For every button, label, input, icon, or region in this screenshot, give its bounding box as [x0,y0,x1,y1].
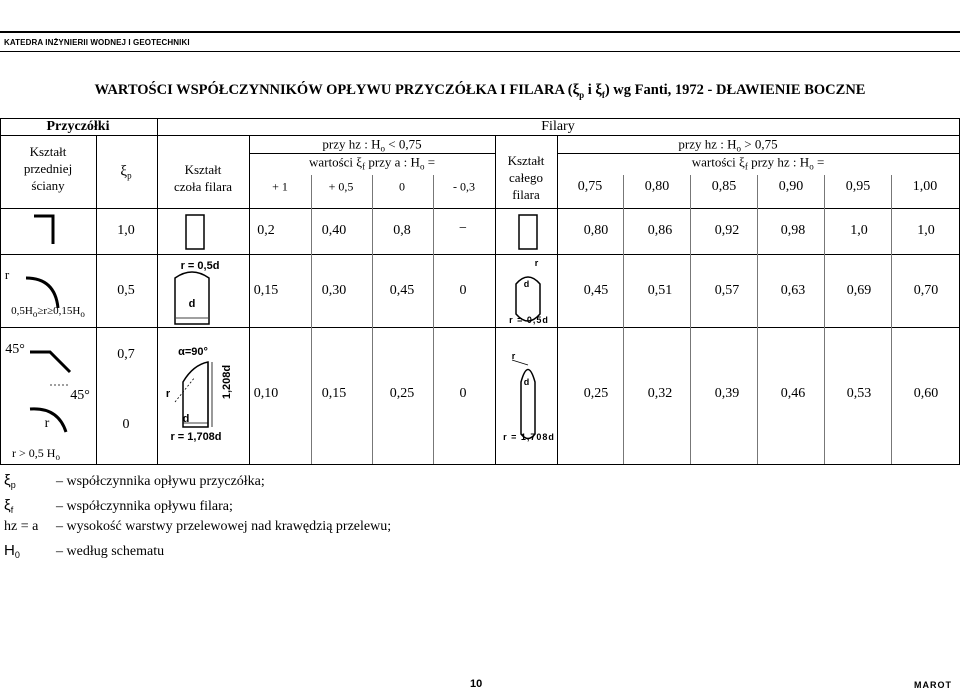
row3-angle-2: 45° [70,388,90,403]
header-pier-shape-1: Kształt [507,153,545,168]
row1-high-1: 0,80 [583,223,609,238]
row3-low-3: 0,25 [389,386,415,401]
header-rule-bottom [0,51,960,52]
diag-1208d: 1,208d [221,364,233,400]
header-vals-high: wartości $\xi_f$ przy hz : $H_o$ = [691,154,825,172]
row3-cond: r > 0,5 $H_o$ [12,446,60,462]
diag-r05d: r = 0,5d [180,260,220,272]
header-vals-low: wartości $\xi_f$ przy a : $H_o$ = [308,154,436,172]
row3-low-1: 0,10 [253,386,279,401]
row3-xi-p-2: 0 [122,417,130,432]
diag-d-ogival: d [523,377,531,387]
row1-low-2: 0,40 [321,223,347,238]
row2-low-4: 0 [459,283,467,298]
row3-r: r [44,416,50,431]
row1-diagrams [0,208,960,254]
diag-d: d [188,298,196,310]
table-top-border [0,118,960,119]
square-pier-icon [519,215,537,249]
header-wall-shape-1: Kształt [29,144,67,159]
low-col-1: + 1 [272,179,288,194]
row2-wall-cond: $0,5H_o\ge r\ge 0,15H_o$ [11,305,85,319]
row3-low-2: 0,15 [321,386,347,401]
row3-high-6: 0,60 [913,386,939,401]
header-head-shape-1: Kształt [184,162,222,177]
row1-xi-p: 1,0 [117,223,135,238]
row1-high-3: 0,92 [714,223,740,238]
department-name: KATEDRA INŻYNIERII WODNEJ I GEOTECHNIKI [4,38,190,47]
page-number: 10 [470,678,483,690]
diag-r-pier: r [534,258,540,268]
row3-high-1: 0,25 [583,386,609,401]
row2-high-2: 0,51 [647,283,673,298]
header-xi-p: $\xi_p$ [120,163,132,181]
diag-r1708d: r = 1,708d [170,431,222,443]
header-pier-shape-3: filara [512,187,540,202]
diag-r-head: r [165,388,171,400]
row1-low-4: − [459,221,467,236]
author-mark: MAROT [914,680,952,690]
row3-angle: 45° [5,342,25,357]
legend-item-hz: hz = a – wysokość warstwy przelewowej nad krawędzią przelewu; [4,519,392,534]
row2-high-5: 0,69 [846,283,872,298]
header-wall-shape-3: ściany [31,178,65,193]
header-rule [0,31,960,33]
row2-diagrams [0,254,960,327]
high-col-5: 0,95 [845,179,871,194]
page-title: WARTOŚCI WSPÓŁCZYNNIKÓW OPŁYWU PRZYCZÓŁKA I FILARA ($\xi_p$ i $\xi_f$) wg Fanti, 1972 - DŁAWIENIE BOCZNE [94,82,866,100]
square-pier-head-icon [186,215,204,249]
header-cond-high: przy hz : $H_o > 0,75$ [678,136,778,154]
header-row-line [0,135,960,136]
row2-wall-r: r [4,267,10,282]
legend-item-xi-p: $\xi_p$ – współczynnika opływu przyczółka; [4,472,265,490]
low-col-4: - 0,3 [453,179,475,194]
row3-xi-p: 0,7 [117,347,135,362]
high-col-4: 0,90 [778,179,804,194]
row3-high-2: 0,32 [647,386,673,401]
diag-r05d-small: r = 0,5d [509,315,549,325]
row3-diagrams [0,327,960,464]
high-col-2: 0,80 [644,179,670,194]
row2-high-4: 0,63 [780,283,806,298]
legend-item-h0: $H_0$ – według schematu [4,542,165,560]
diag-alpha: α=90° [178,346,208,358]
high-col-3: 0,85 [711,179,737,194]
header-abutments: Przyczółki [46,119,110,134]
chamfer-wall-icon [30,352,70,372]
header-wall-shape-2: przedniej [23,161,73,176]
row1-high-2: 0,86 [647,223,673,238]
row1-high-6: 1,0 [917,223,935,238]
header-pier-shape-2: całego [509,170,543,185]
low-col-3: 0 [399,179,405,194]
row3-low-4: 0 [459,386,467,401]
row2-low-3: 0,45 [389,283,415,298]
row1-low-3: 0,8 [393,223,411,238]
row2-high-6: 0,70 [913,283,939,298]
high-col-6: 1,00 [912,179,938,194]
rounded-wall-icon [26,278,58,308]
legend-item-xi-f: $\xi_f$ – współczynnika opływu filara; [4,497,233,515]
header-head-shape-2: czoła filara [173,179,233,194]
row2-low-1: 0,15 [253,283,279,298]
low-col-2: + 0,5 [328,179,354,194]
row1-high-4: 0,98 [780,223,806,238]
row1-high-5: 1,0 [850,223,868,238]
diag-d-head: d [182,413,190,425]
row3-high-4: 0,46 [780,386,806,401]
row2-xi-p: 0,5 [117,283,135,298]
square-wall-icon [34,216,53,244]
diag-d-pier: d [523,279,531,289]
row3-high-5: 0,53 [846,386,872,401]
high-col-1: 0,75 [577,179,603,194]
diag-r1708d-pier: r = 1,708d [503,432,555,442]
row3-high-3: 0,39 [714,386,740,401]
table-bottom-line [0,464,960,465]
row2-high-3: 0,57 [714,283,740,298]
diag-r-ogival: r [511,351,517,361]
header-piers: Filary [541,119,575,134]
row2-low-2: 0,30 [321,283,347,298]
row2-high-1: 0,45 [583,283,609,298]
header-cond-low: przy hz : $H_o < 0,75$ [322,136,422,154]
row1-low-1: 0,2 [257,223,275,238]
